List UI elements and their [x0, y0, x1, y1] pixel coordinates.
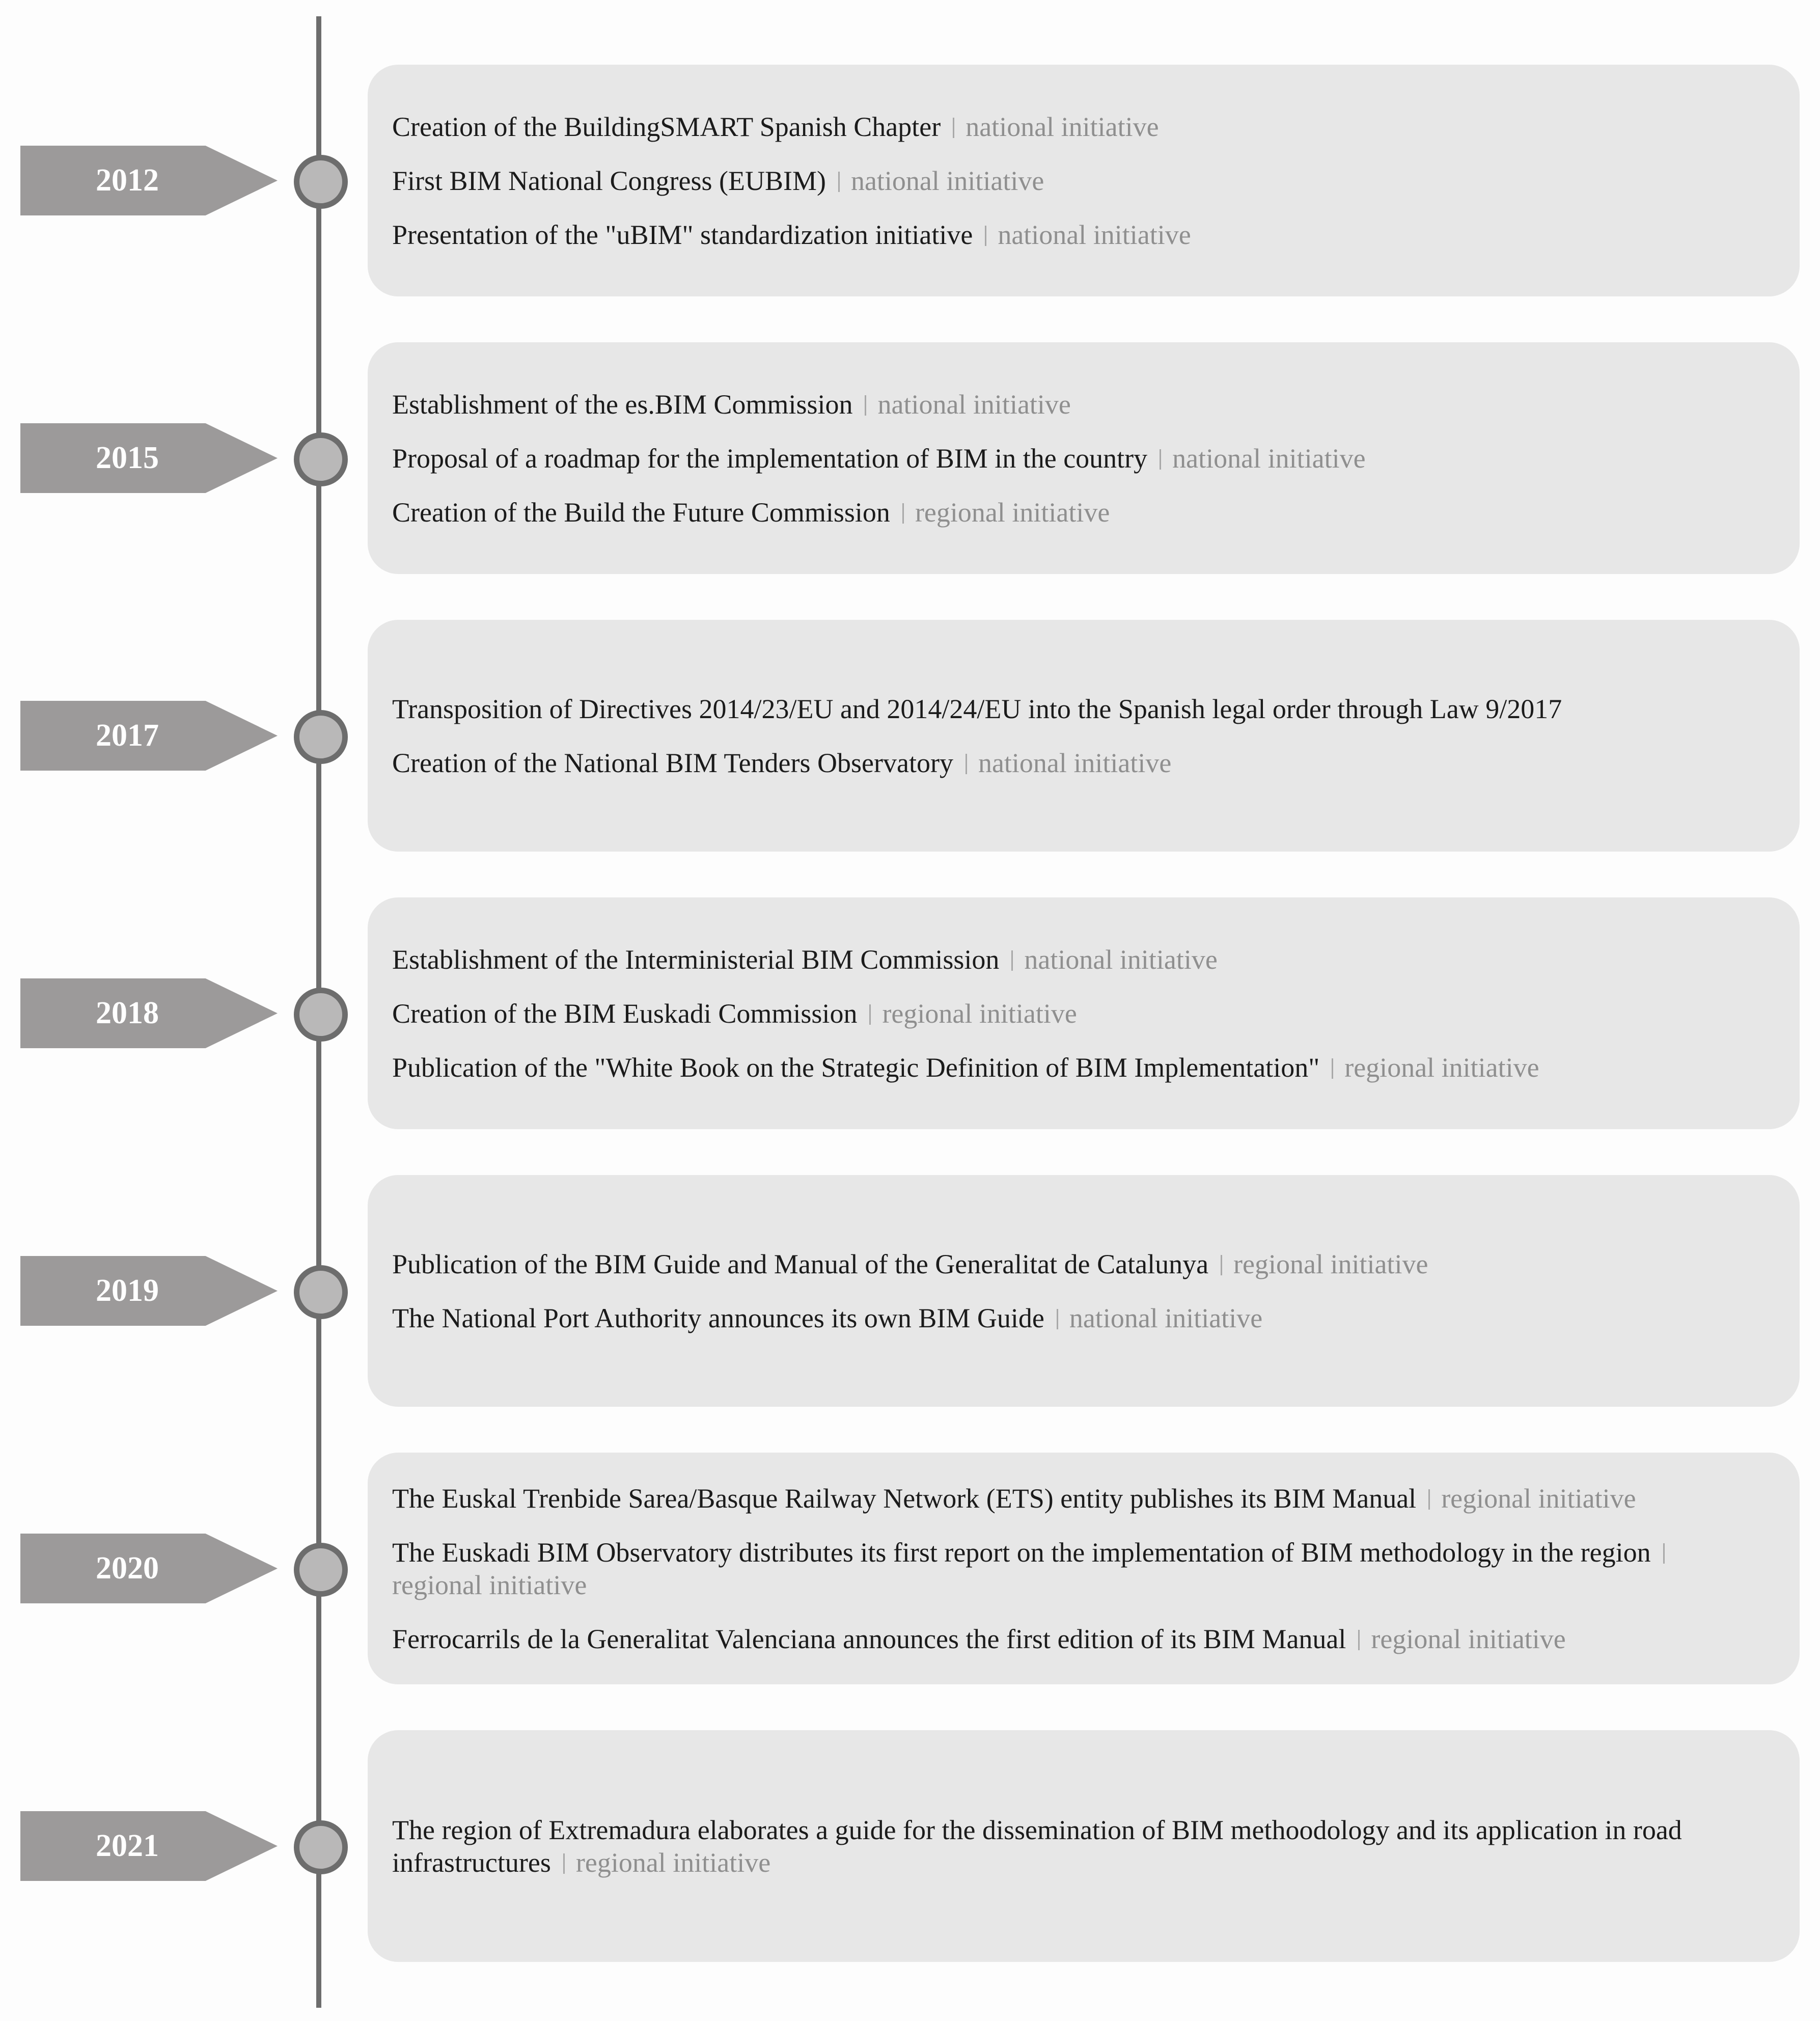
- separator: [1057, 1309, 1058, 1329]
- event-scope: national initiative: [1172, 443, 1366, 474]
- timeline-row-2017: [0, 620, 1820, 852]
- timeline-row-2020: [0, 1453, 1820, 1684]
- year-label: 2012: [96, 163, 159, 198]
- event-scope: regional initiative: [1233, 1248, 1428, 1279]
- event-item: [392, 1814, 1764, 1879]
- year-label: 2019: [96, 1273, 159, 1308]
- event-text: Creation of the BIM Euskadi Commission: [392, 998, 858, 1029]
- timeline-node: [294, 432, 348, 486]
- year-label: 2021: [96, 1828, 159, 1863]
- events-card: [368, 620, 1800, 852]
- timeline-row-2018: [0, 897, 1820, 1129]
- separator: [563, 1853, 565, 1874]
- separator: [985, 226, 986, 246]
- event-text: The Euskadi BIM Observatory distributes its first report on the implementation of BIM methodology in the region: [392, 1537, 1651, 1568]
- event-text: First BIM National Congress (EUBIM): [392, 165, 826, 196]
- timeline-node: [294, 988, 348, 1042]
- event-item: [392, 693, 1764, 725]
- event-item: [392, 1302, 1764, 1334]
- event-text: The Euskal Trenbide Sarea/Basque Railway Network (ETS) entity publishes its BIM Manual: [392, 1483, 1417, 1514]
- timeline-node: [294, 1265, 348, 1319]
- event-item: [392, 165, 1764, 197]
- events-card: [368, 65, 1800, 296]
- event-item: [392, 943, 1764, 976]
- event-text: Publication of the "White Book on the Strategic Definition of BIM Implementation": [392, 1052, 1320, 1083]
- event-item: [392, 111, 1764, 143]
- timeline-row-2015: [0, 342, 1820, 574]
- event-scope: national initiative: [877, 389, 1071, 420]
- timeline-node: [294, 1543, 348, 1597]
- events-card: [368, 1453, 1800, 1684]
- event-item: [392, 1248, 1764, 1280]
- separator: [1332, 1058, 1333, 1079]
- timeline-node: [294, 1820, 348, 1874]
- separator: [953, 118, 954, 138]
- event-text: Ferrocarrils de la Generalitat Valenciana announces the first edition of its BIM Manual: [392, 1623, 1346, 1654]
- event-scope: regional initiative: [392, 1569, 587, 1600]
- separator: [865, 395, 866, 416]
- separator: [1358, 1630, 1360, 1650]
- event-scope: national initiative: [850, 165, 1044, 196]
- event-text: The region of Extremadura elaborates a guide for the dissemination of BIM methoodology and its application in road infrastructures: [392, 1814, 1682, 1878]
- year-label: 2017: [96, 718, 159, 753]
- events-card: [368, 1730, 1800, 1962]
- event-item: [392, 1482, 1764, 1515]
- separator: [1221, 1255, 1222, 1275]
- events-card: [368, 342, 1800, 574]
- year-label: 2015: [96, 441, 159, 475]
- event-text: Transposition of Directives 2014/23/EU and 2014/24/EU into the Spanish legal order through Law 9/2017: [392, 693, 1562, 724]
- event-scope: national initiative: [978, 747, 1172, 778]
- event-text: Proposal of a roadmap for the implementation of BIM in the country: [392, 443, 1148, 474]
- event-scope: national initiative: [1024, 944, 1218, 975]
- event-text: Creation of the National BIM Tenders Observatory: [392, 747, 953, 778]
- event-text: Establishment of the es.BIM Commission: [392, 389, 853, 420]
- event-item: [392, 747, 1764, 779]
- year-label: 2020: [96, 1551, 159, 1586]
- event-item: [392, 1536, 1764, 1601]
- timeline-row-2019: [0, 1175, 1820, 1407]
- separator: [902, 503, 904, 524]
- separator: [1663, 1543, 1665, 1564]
- event-scope: regional initiative: [575, 1847, 771, 1878]
- event-text: Creation of the BuildingSMART Spanish Chapter: [392, 111, 941, 142]
- timeline-node: [294, 155, 348, 209]
- separator: [1160, 449, 1161, 470]
- event-item: [392, 1051, 1764, 1084]
- event-item: [392, 219, 1764, 251]
- event-item: [392, 388, 1764, 421]
- separator: [838, 172, 840, 192]
- event-item: [392, 1623, 1764, 1655]
- event-text: Establishment of the Interministerial BIM Commission: [392, 944, 1000, 975]
- timeline-row-2021: [0, 1730, 1820, 1962]
- events-card: [368, 1175, 1800, 1407]
- event-scope: regional initiative: [915, 497, 1110, 528]
- separator: [1011, 950, 1013, 971]
- event-text: The National Port Authority announces its own BIM Guide: [392, 1302, 1044, 1333]
- event-item: [392, 997, 1764, 1030]
- timeline-row-2012: [0, 65, 1820, 296]
- event-scope: regional initiative: [1344, 1052, 1539, 1083]
- event-scope: national initiative: [1069, 1302, 1263, 1333]
- event-scope: regional initiative: [1441, 1483, 1636, 1514]
- separator: [1428, 1489, 1430, 1510]
- event-item: [392, 496, 1764, 529]
- timeline-node: [294, 710, 348, 764]
- event-scope: regional initiative: [882, 998, 1077, 1029]
- events-card: [368, 897, 1800, 1129]
- event-scope: regional initiative: [1371, 1623, 1566, 1654]
- separator: [966, 754, 967, 774]
- event-scope: national initiative: [998, 219, 1191, 250]
- event-item: [392, 442, 1764, 475]
- event-scope: national initiative: [966, 111, 1159, 142]
- separator: [869, 1004, 871, 1025]
- event-text: Publication of the BIM Guide and Manual of the Generalitat de Catalunya: [392, 1248, 1209, 1279]
- event-text: Creation of the Build the Future Commission: [392, 497, 890, 528]
- event-text: Presentation of the "uBIM" standardization initiative: [392, 219, 973, 250]
- year-label: 2018: [96, 996, 159, 1030]
